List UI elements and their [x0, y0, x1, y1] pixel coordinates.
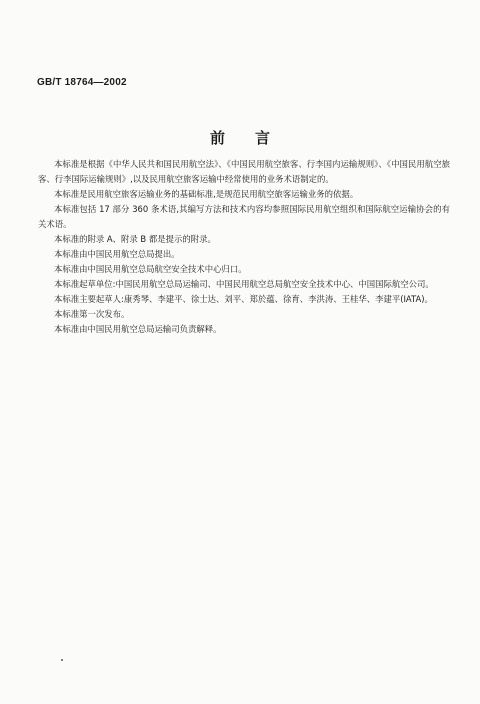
paragraph-interpretation: 本标准由中国民用航空总局运输司负责解释。 [54, 324, 222, 334]
paragraph-scope: 本标准包括 17 部分 360 条术语,其编写方法和技术内容均参照国际民用航空组织和国际航空运输协会的有关术语。 [38, 204, 450, 229]
paragraph-first-release: 本标准第一次发布。 [54, 309, 130, 319]
preface-body [38, 157, 450, 337]
paragraph-drafters: 本标准主要起草人:康秀琴、李建平、徐士达、刘平、郑於蕴、徐育、李洪涛、王桂华、李建平(IATA)。 [54, 294, 433, 304]
standard-code: GB/T 18764—2002 [37, 77, 127, 88]
scan-speck [61, 659, 63, 661]
page-title: 前言 [209, 129, 300, 147]
paragraph-centralized: 本标准由中国民用航空总局航空安全技术中心归口。 [54, 264, 247, 274]
paragraph-appendix: 本标准的附录 A、附录 B 都是提示的附录。 [54, 234, 216, 244]
paragraph-purpose: 本标准是民用航空旅客运输业务的基础标准,是规范民用航空旅客运输业务的依据。 [54, 189, 359, 199]
paragraph-drafting-units: 本标准起草单位:中国民用航空总局运输司、中国民用航空总局航空安全技术中心、中国国际航空公司。 [54, 279, 434, 289]
paragraph-proposer: 本标准由中国民用航空总局提出。 [54, 249, 180, 259]
paragraph-basis: 本标准是根据《中华人民共和国民用航空法》、《中国民用航空旅客、行李国内运输规则》、《中国民用航空旅客、行李国际运输规则》,以及民用航空旅客运输中经常使用的业务术语制定的。 [38, 159, 450, 184]
